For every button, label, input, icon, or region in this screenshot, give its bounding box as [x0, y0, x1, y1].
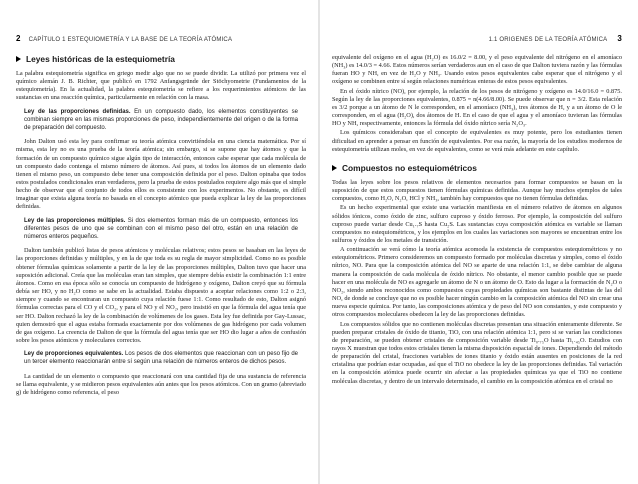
law-text: Si dos elementos forman más de un compuesto, entonces los diferentes pesos de uno que se combinan con el mismo peso del otro, están en una relación de números enteros pequeños.: [24, 217, 298, 241]
page-number-right: 3: [617, 34, 622, 43]
law-definidas: [24, 108, 298, 133]
page-number-left: 2: [16, 34, 21, 43]
paragraph: Los compuestos sólidos que no contienen moléculas discretas presentan una situación enteramente diferente. Se pueden preparar cristales de óxido de titanio, TiO, con una relación atómica 1:1, pero si se varían las condiciones de preparación, se pueden obtener cristales de composición variable desde Ti₀.₇₅O hasta Ti₁.₄₅O. Estudios con rayos X muestran que todos estos cristales tienen la misma disposición espacial de iones. Dependiendo del método de preparación del cristal, fracciones variables de iones titanio y óxido están ausentes en posiciones de la red cristalina que podrían estar ocupadas, así que el TiO no obedece la ley de las proporciones definidas. Tal variación en la composición atómica puede ocurrir sin afectar a las propiedades químicas ya que el TiO no contiene moléculas discretas, y dentro de un intervalo determinado, el cambio en la composición atómica en el cristal no: [332, 320, 622, 385]
section-title-compuestos: Compuestos no estequiométricos: [342, 162, 477, 173]
law-name: Ley de proporciones equivalentes.: [24, 351, 124, 358]
law-name: Ley de las proporciones múltiples.: [24, 217, 126, 224]
law-equivalentes: [24, 350, 298, 366]
section-title-leyes: Leyes históricas de la estequiometría: [26, 54, 175, 64]
law-text: Los pesos de dos elementos que reaccionan con un peso fijo de un tercer elemento reaccionarán entre sí según una relación de números enteros de dichos pesos.: [24, 351, 298, 366]
spacer: [332, 155, 622, 163]
triangle-bullet-icon: [332, 165, 337, 171]
running-head-right: [489, 34, 622, 43]
paragraph: A continuación se verá cómo la teoría atómica acomoda la existencia de compuestos estequiométricos y no estequiométricos. Primero consideremos un compuesto formado por moléculas discretas y simples, como el óxido nítrico, NO. Para que la composición atómica del NO se aparte de una relación 1:1, se debe cambiar de alguna manera la composición de cada molécula de óxido nítrico. No obstante, el menor cambio posible que se puede hacer en una molécula de NO es agregarle un átomo de N o un átomo de O. Esto da lugar a la formación de N₂O o NO₂, siendo ambos reconocidos como compuestos cuyas propiedades químicas son bastante distintas de las del NO, de donde se concluye que no es posible hacer ningún cambio en la composición atómica del NO sin crear una nueva especie química. Por tanto, las composiciones atómica y de peso del NO son constantes, y este compuesto y otros compuestos moleculares obedecen la ley de las proporciones definidas.: [332, 246, 622, 319]
left-page-content: [16, 54, 306, 398]
law-multiples: [24, 217, 298, 242]
paragraph: John Dalton usó esta ley para confirmar su teoría atómica convirtiéndola en una ciencia matemática. Por sí misma, esta ley no es una prueba de la teoría atómica; sin embargo, si se supone que hay átomos y que la formación de un compuesto químico sigue algún tipo de interacción, entonces cabe esperar que cada molécula de un compuesto dado contenga el mismo número de átomos. Así pues, si todos los átomos de un elemento dado tienen el mismo peso, un compuesto debe tener una composición definida por el peso. Dalton opinaba que todos estos postulados condicionales eran verdaderos, pero la prueba de estos postulados requiere algo más que el simple hecho de observar que el conjunto de todos ellos es consistente con los experimentos. No obstante, es difícil imaginar que exista alguna teoría no basada en el concepto atómico que pueda explicar la ley de las proporciones definidas.: [16, 138, 306, 211]
running-head-text-right: 1.1 ORIGENES DE LA TEORÍA ATÓMICA: [488, 37, 608, 43]
paragraph: La palabra estequiometría significa en griego medir algo que no se puede dividir. La utilizó por primera vez el químico alemán J. B. Richter, que publicó en 1792 Anfangsgründe der Stöchyometrie (Fundamentos de la estequiometría). En la actualidad, la palabra estequiometría se refiere a los requerimientos atómicos de las sustancias en una reacción química, particularmente en relación con la masa.: [16, 70, 306, 102]
paragraph: equivalente del oxígeno en el agua (H₂O) es 16.0/2 = 8.00, y el peso equivalente del nitrógeno en el amoníaco (NH₃) es 14.0/3 = 4.66. Estos números serían verdaderos aun en el caso de que Dalton tuviera razón y las fórmulas fueran HO y NH, en vez de H₂O y NH₃. Usando estos pesos equivalentes cabe esperar que el nitrógeno y el oxígeno se combinen entre sí según relaciones numéricas enteras de estos pesos equivalentes.: [332, 54, 622, 86]
law-text: En un compuesto dado, los elementos constituyentes se combinan siempre en las mismas proporciones de peso, independientemente del origen o de la forma de preparación del compuesto.: [24, 108, 298, 132]
paragraph: En el óxido nítrico (NO), por ejemplo, la relación de los pesos de nitrógeno y oxígeno es 14.0/16.0 = 0.875. Según la ley de las proporciones equivalentes, 0.875 = n(4.66/8.00). Se puede observar que n = 3/2. Esta relación es 3/2 porque a un átomo de N le corresponden, en el amoníaco (NH₃), tres átomos de H, y a un átomo de O le corresponden, en el agua (H₂O), dos átomos de H. En el caso de que el agua y el amoníaco tuvieran las fórmulas HO y NH, respectivamente, entonces la fórmula del óxido nítrico sería N₂O₃.: [332, 87, 622, 128]
running-head-left: [16, 34, 232, 43]
page-gutter: [318, 0, 320, 484]
section-heading-leyes: [16, 54, 306, 64]
running-head-text-left: CAPÍTULO 1 ESTEQUIOMETRÍA Y LA BASE DE LA TEORÍA ATÓMICA: [28, 37, 233, 43]
triangle-bullet-icon: [16, 56, 21, 62]
paragraph: Es un hecho experimental que existe una variación manifiesta en el número relativo de átomos en algunos sólidos iónicos, como óxido de zinc, sulfuro cuproso y óxido ferroso. Por ejemplo, la composición del sulfuro cuproso puede variar desde Cu₁.₇S hasta Cu₂S. Las sustancias cuya composición atómica es variable se llaman compuestos no estequiométricos, y los ejemplos en los cuales las variaciones son mayores se encuentran entre los sulfuros y óxidos de los metales de transición.: [332, 204, 622, 244]
right-page-content: [332, 54, 622, 387]
paragraph: La cantidad de un elemento o compuesto que reaccionará con una cantidad fija de una sustancia de referencia se llama equivalente, y se midieron pesos equivalentes aún antes que los pesos atómicos. Con un gramo (abreviado g) de hidrógeno como referencia, el peso: [16, 372, 306, 396]
law-name: Ley de las proporciones definidas.: [24, 108, 131, 115]
right-page: [322, 0, 638, 484]
left-page: [0, 0, 316, 484]
paragraph: Los químicos consideraban que el concepto de equivalentes es muy potente, pero los estudiantes tienen dificultad en aprender a pensar en función de equivalentes. Por esa razón, la mayoría de los estudios modernos de estequiometría utilizan moles, en vez de equivalentes, como se verá más adelante en este capítulo.: [332, 129, 622, 153]
section-heading-compuestos: [332, 163, 622, 173]
paragraph: Dalton también publicó listas de pesos atómicos y moléculas relativos; estos pesos se basaban en las leyes de las proporciones definidas y múltiples, y en la de que toda es su regla de mayor simplicidad. Como no es posible obtener fórmulas químicas solamente a partir de la ley de las proporciones múltiples, Dalton tuvo que hacer una suposición adicional. Creía que las moléculas eran tan simples, que siempre debía existir la combinación 1:1 entre átomos. Como en esa época sólo se conocía un compuesto de hidrógeno y oxígeno, Dalton creyó que su fórmula debía ser HO, y no H₂O como se sabe en la actualidad. Estaba dispuesto a aceptar relaciones como 1:2 o 2:3, siempre y cuando se encontraran un compuesto cuya relación fuese 1:1. Como resultado de esto, Dalton asignó fórmulas correctas para el CO y el CO₂, y para el NO y el NO₂, pero insistió en que la fórmula del agua tenía que ser HO. Dalton rechazó la ley de la combinación de volúmenes de los gases. Esta ley fue definida por Gay-Lussac, quien demostró que el agua estaba formada exactamente por dos volúmenes de gas hidrógeno por cada volumen de gas oxígeno. La creencia de Dalton de que la fórmula del agua tenía que ser HO dio lugar a años de confusión sobre los pesos atómicos y moleculares correctos.: [16, 247, 306, 344]
paragraph: Todas las leyes sobre los pesos relativos de elementos necesarios para formar compuestos se basan en la suposición de que estos compuestos tienen fórmulas químicas definidas. Aunque hay muchos ejemplos de tales compuestos, como H₂O, N₂O, HCl y NH₃, también hay compuestos que no tienen fórmulas definidas.: [332, 178, 622, 203]
